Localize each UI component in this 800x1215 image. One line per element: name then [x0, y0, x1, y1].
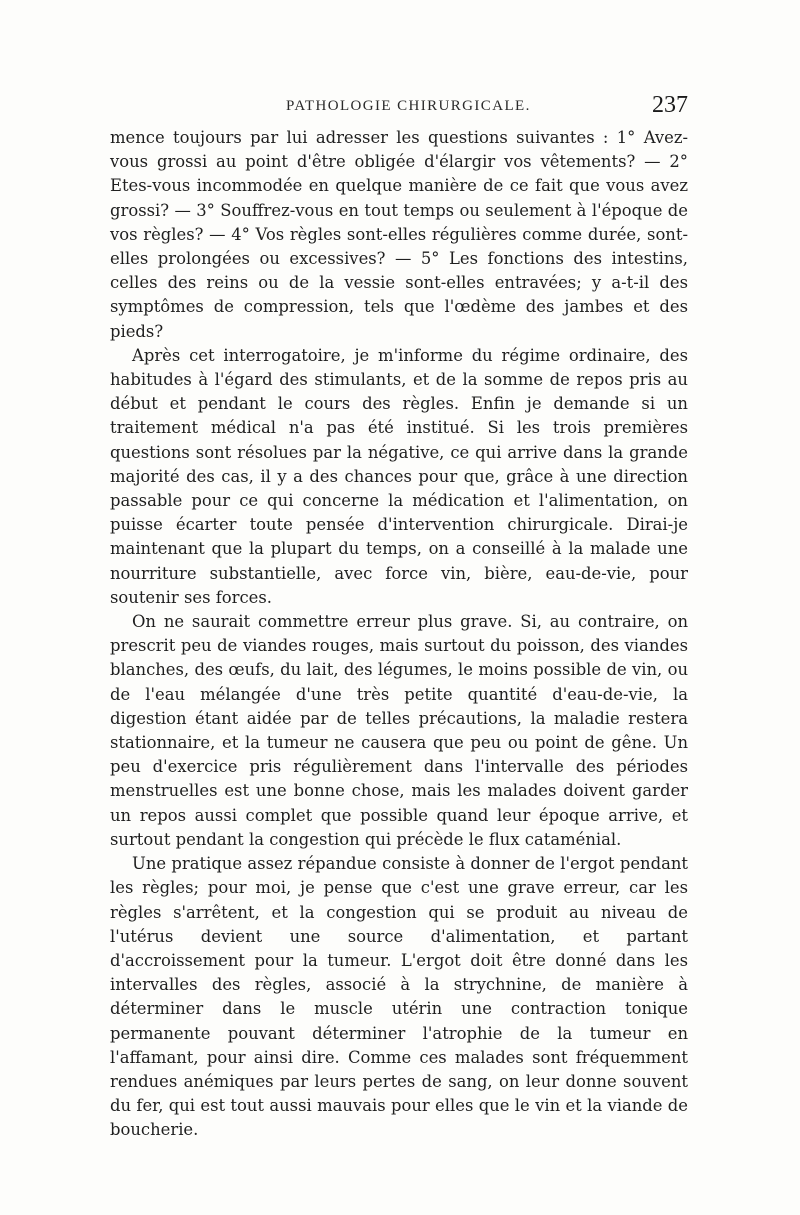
running-title: PATHOLOGIE CHIRURGICALE. [286, 98, 531, 114]
paragraph-regime: On ne saurait commettre erreur plus grave. Si, au contraire, on prescrit peu de viandes rouges, mais surtout du poisson, des viandes blanches, des œufs, du lait, des légumes, le moins possible de vin, ou de l'eau mélangée d'une très petite quantité d'eau-de-vie, la digestion étant aidée par de telles précautions, la maladie restera stationnaire, et la tumeur ne causera que peu ou point de gêne. Un peu d'exercice pris régulièrement dans l'intervalle des périodes menstruelles est une bonne chose, mais les malades doivent garder un repos aussi complet que possible quand leur époque arrive, et surtout pendant la congestion qui précède le flux cataménial. [110, 612, 688, 849]
page-number: 237 [652, 92, 688, 118]
paragraph-ergot: Une pratique assez répandue consiste à donner de l'ergot pendant les règles; pour moi, je pense que c'est une grave erreur, car les règles s'arrêtent, et la congestion qui se produit au niveau de l'utérus devient une source d'alimentation, et partant d'accroissement pour la tumeur. L'ergot doit être donné dans les intervalles des règles, associé à la strychnine, de manière à déterminer dans le muscle utérin une contraction tonique permanente pouvant déterminer l'atrophie de la tumeur en l'affamant, pour ainsi dire. Comme ces malades sont fréquemment rendues anémiques par leurs pertes de sang, on leur donne souvent du fer, qui est tout aussi mauvais pour elles que le vin et la viande de boucherie. [110, 854, 688, 1140]
running-header [110, 92, 688, 122]
paragraph-continuation: mence toujours par lui adresser les questions suivantes : 1° Avez-vous grossi au point d'être obligée d'élargir vos vêtements? — 2° Etes-vous incommodée en quelque manière de ce fait que vous avez grossi? — 3° Souffrez-vous en tout temps ou seulement à l'époque de vos règles? — 4° Vos règles sont-elles régulières comme durée, sont-elles prolongées ou excessives? — 5° Les fonctions des intestins, celles des reins ou de la vessie sont-elles entravées; y a-t-il des symptômes de compression, tels que l'œdème des jambes et des pieds? [110, 128, 688, 341]
paragraph-interrogatoire: Après cet interrogatoire, je m'informe du régime ordinaire, des habitudes à l'égard des stimulants, et de la somme de repos pris au début et pendant le cours des règles. Enfin je demande si un traitement médical n'a pas été institué. Si les trois premières questions sont résolues par la négative, ce qui arrive dans la grande majorité des cas, il y a des chances pour que, grâce à une direction passable pour ce qui concerne la médication et l'alimentation, on puisse écarter toute pensée d'intervention chirurgicale. Dirai-je maintenant que la plupart du temps, on a conseillé à la malade une nourriture substantielle, avec force vin, bière, eau-de-vie, pour soutenir ses forces. [110, 345, 688, 607]
body-text [110, 126, 688, 1143]
